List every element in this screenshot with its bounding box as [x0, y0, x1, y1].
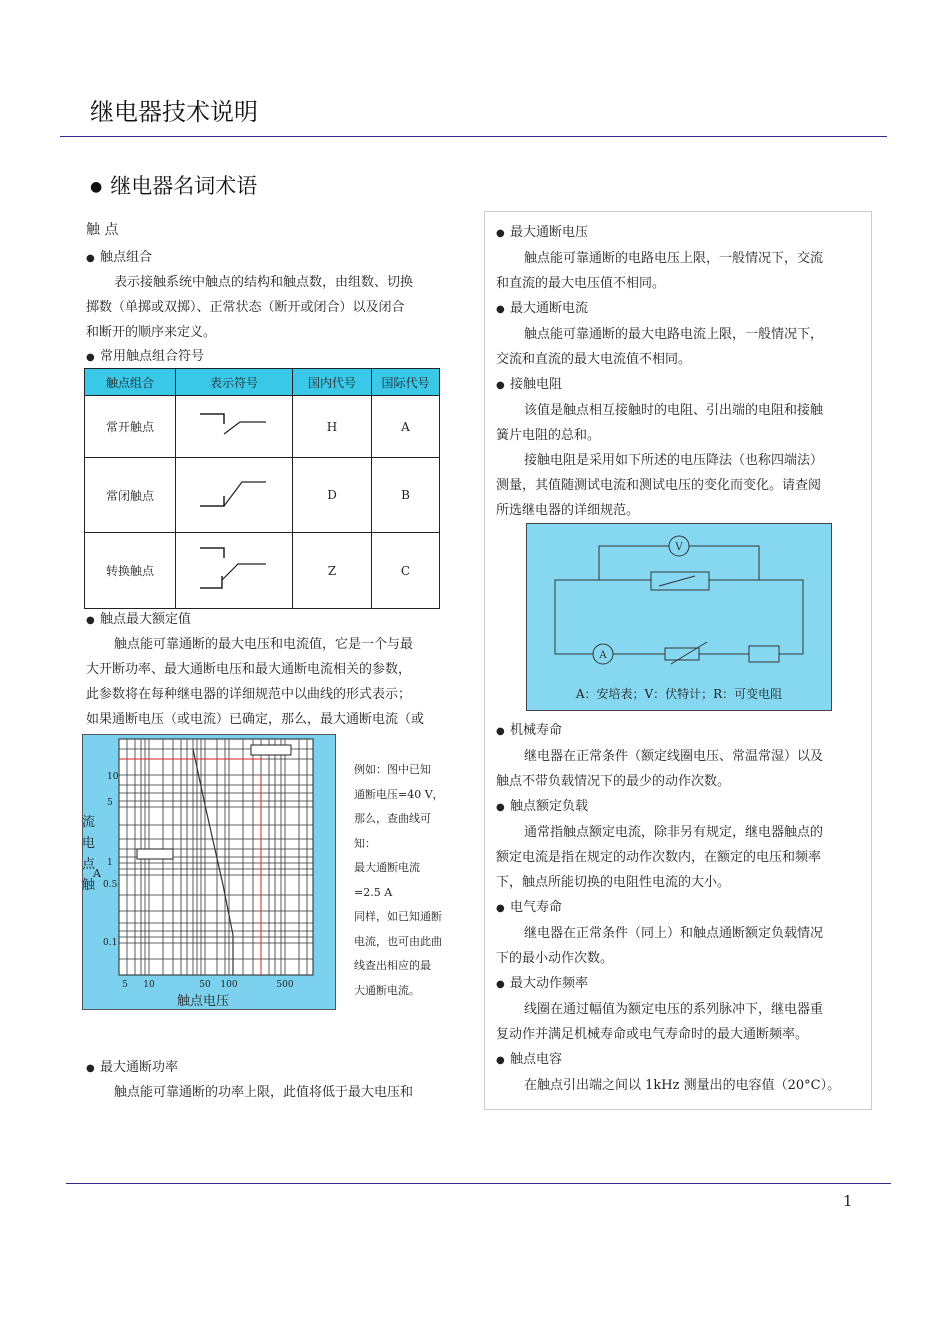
bullet-icon: ●	[496, 304, 505, 315]
item-line: 下的最小动作次数。	[496, 951, 614, 966]
combo-label	[86, 245, 152, 271]
chart-ylabel-char: 电	[82, 836, 96, 851]
item-label: 触点电容	[510, 1052, 563, 1067]
table-cell: 转换触点	[85, 533, 176, 609]
bullet-icon: ●	[496, 380, 505, 391]
note-line: 同样，如已知通断	[354, 910, 442, 923]
item-line: 线圈在通过幅值为额定电压的系列脉冲下，继电器重	[524, 1002, 824, 1017]
contact-heading: 触 点	[86, 222, 119, 238]
chart-ytick: 5	[107, 798, 113, 808]
chart-label-box	[137, 849, 173, 859]
note-line: 线查出相应的最	[354, 959, 431, 972]
rating-line: 此参数将在每种继电器的详细规范中以曲线的形式表示；	[86, 687, 412, 702]
combo-line: 掷数（单掷或双掷）、正常状态（断开或闭合）以及闭合	[86, 300, 405, 315]
item-label: 电气寿命	[510, 900, 563, 915]
item-line: 在触点引出端之间以 1kHz 测量出的电容值（20°C）。	[524, 1078, 841, 1093]
item-label: 机械寿命	[510, 723, 563, 738]
item-line: 通常指触点额定电流，除非另有规定，继电器触点的	[524, 825, 824, 840]
list-item	[496, 718, 860, 744]
list-item	[496, 296, 860, 322]
circuit-svg	[527, 524, 831, 710]
bullet-icon: ●	[496, 802, 505, 813]
table-header: 表示符号	[176, 369, 293, 396]
item-line: 该值是触点相互接触时的电阻、引出端的电阻和接触	[524, 403, 824, 418]
page-number: 1	[843, 1192, 853, 1210]
changeover-icon	[194, 544, 274, 594]
chart-side-note	[354, 758, 450, 1003]
chart-ytick: 0.5	[103, 880, 118, 890]
list-item	[496, 895, 860, 921]
combo-line: 表示接触系统中触点的结构和触点数，由组数、切换	[114, 275, 414, 290]
symbols-label	[86, 344, 204, 370]
table-header-row	[85, 369, 440, 396]
chart-xtick: 5	[122, 980, 128, 990]
list-item	[496, 1047, 860, 1073]
table-cell: A	[372, 396, 440, 458]
item-label: 接触电阻	[510, 377, 563, 392]
rating-line: 如果通断电压（或电流）已确定，那么，最大通断电流（或	[86, 712, 425, 727]
note-line: 电流，也可由此曲	[354, 934, 442, 948]
max-switching-chart	[82, 734, 336, 1010]
four-terminal-circuit	[526, 523, 832, 711]
chart-ytick: 10	[107, 772, 119, 782]
right-items-bottom	[496, 718, 860, 1098]
item-line: 交流和直流的最大电流值不相同。	[496, 352, 692, 367]
normally-closed-icon	[194, 476, 274, 512]
normally-open-icon	[194, 410, 274, 440]
note-line: 通断电压=40 V，	[354, 787, 444, 801]
bullet-icon: ●	[496, 903, 505, 914]
voltmeter-label: V	[675, 542, 683, 553]
table-cell: D	[293, 458, 372, 533]
chart-label-box	[251, 745, 291, 755]
bullet-icon: ●	[496, 1055, 505, 1066]
rating-line: 触点能可靠通断的最大电压和电流值，它是一个与最	[114, 637, 414, 652]
chart-xtick: 10	[143, 980, 155, 990]
chart-ylabel-char: 触	[82, 878, 96, 893]
table-cell: Z	[293, 533, 372, 609]
note-line: 知：	[354, 836, 376, 850]
bullet-icon: ●	[86, 1063, 95, 1074]
bullet-icon: ●	[86, 352, 95, 363]
symbols-label-text: 常用触点组合符号	[100, 349, 205, 364]
bullet-icon: ●	[90, 179, 103, 195]
chart-xtick: 50	[199, 980, 211, 990]
chart-xtick: 100	[220, 980, 238, 990]
item-line: 额定电流是指在规定的动作次数内，在额定的电压和频率	[496, 850, 822, 865]
item-line: 继电器在正常条件（额定线圈电压、常温常湿）以及	[524, 749, 824, 764]
list-item	[496, 220, 860, 246]
max-rating-label	[86, 607, 191, 633]
item-line: 触点能可靠通断的最大电路电流上限，一般情况下，	[524, 327, 824, 342]
table-header: 国际代号	[372, 369, 440, 396]
combo-label-text: 触点组合	[100, 250, 153, 265]
list-item	[496, 794, 860, 820]
table-header: 触点组合	[85, 369, 176, 396]
chart-ylabel	[82, 812, 98, 896]
item-line: 触点不带负载情况下的最少的动作次数。	[496, 774, 731, 789]
item-label: 最大动作频率	[510, 976, 589, 991]
chart-ylabel-char: 点	[82, 857, 96, 872]
bullet-icon: ●	[496, 979, 505, 990]
note-line: =2.5 A	[354, 885, 393, 899]
changeover-symbol	[176, 533, 293, 609]
item-line: 和直流的最大电压值不相同。	[496, 276, 666, 291]
table-cell: 常闭触点	[85, 458, 176, 533]
combo-text	[86, 270, 442, 345]
item-line: 接触电阻是采用如下所述的电压降法（也称四端法）	[524, 453, 824, 468]
note-line: 例如：图中已知	[354, 763, 431, 776]
ammeter-label: A	[599, 650, 607, 661]
right-items-top	[496, 220, 860, 523]
item-line: 继电器在正常条件（同上）和触点通断额定负载情况	[524, 926, 824, 941]
item-line: 下，触点所能切换的电阻性电流的大小。	[496, 875, 731, 890]
chart-xtick: 500	[276, 980, 294, 990]
circuit-caption: A：安培表；V：伏特计；R：可变电阻	[575, 687, 783, 701]
bullet-icon: ●	[86, 253, 95, 264]
chart-ytick: 0.1	[103, 938, 118, 948]
note-line: 大通断电流。	[354, 983, 420, 997]
table-cell: C	[372, 533, 440, 609]
note-line: 最大通断电流	[354, 861, 420, 874]
list-item	[496, 372, 860, 398]
bullet-icon: ●	[496, 726, 505, 737]
chart-ylabel-char: 流	[82, 815, 96, 830]
max-power-label-text: 最大通断功率	[100, 1060, 179, 1075]
item-label: 触点额定负载	[510, 799, 589, 814]
page-title: 继电器技术说明	[90, 98, 258, 126]
item-label: 最大通断电流	[510, 301, 589, 316]
bullet-icon: ●	[496, 228, 505, 239]
list-item	[496, 971, 860, 997]
table-header: 国内代号	[293, 369, 372, 396]
max-power-text: 触点能可靠通断的功率上限，此值将低于最大电压和	[114, 1085, 414, 1100]
table-cell: B	[372, 458, 440, 533]
note-line: 那么，查曲线可	[354, 812, 431, 825]
item-line: 复动作并满足机械寿命或电气寿命时的最大通断频率。	[496, 1027, 809, 1042]
table-row	[85, 458, 440, 533]
table-row	[85, 396, 440, 458]
section-title	[90, 170, 257, 200]
chart-ytick: 1	[107, 858, 113, 868]
item-line: 测量，其值随测试电流和测试电压的变化而变化。请查阅	[496, 478, 822, 493]
item-line: 触点能可靠通断的电路电压上限，一般情况下，交流	[524, 251, 824, 266]
item-line: 所选继电器的详细规范。	[496, 503, 640, 518]
chart-svg	[83, 735, 335, 1009]
normally-closed-symbol	[176, 458, 293, 533]
contact-symbol-table	[84, 368, 440, 609]
max-rating-label-text: 触点最大额定值	[100, 612, 192, 627]
rating-line: 大开断功率、最大通断电压和最大通断电流相关的参数，	[86, 662, 412, 677]
normally-open-symbol	[176, 396, 293, 458]
item-line: 簧片电阻的总和。	[496, 428, 601, 443]
chart-xlabel: 触点电压	[176, 994, 230, 1009]
footer-divider	[66, 1183, 891, 1184]
header-divider	[60, 136, 887, 137]
chart-ylabel-unit: A	[93, 867, 101, 880]
table-cell: H	[293, 396, 372, 458]
item-label: 最大通断电压	[510, 225, 589, 240]
table-row	[85, 533, 440, 609]
combo-line: 和断开的顺序来定义。	[86, 325, 217, 340]
max-power-label	[86, 1055, 178, 1081]
table-cell: 常开触点	[85, 396, 176, 458]
section-title-text: 继电器名词术语	[110, 174, 258, 198]
bullet-icon: ●	[86, 615, 95, 626]
